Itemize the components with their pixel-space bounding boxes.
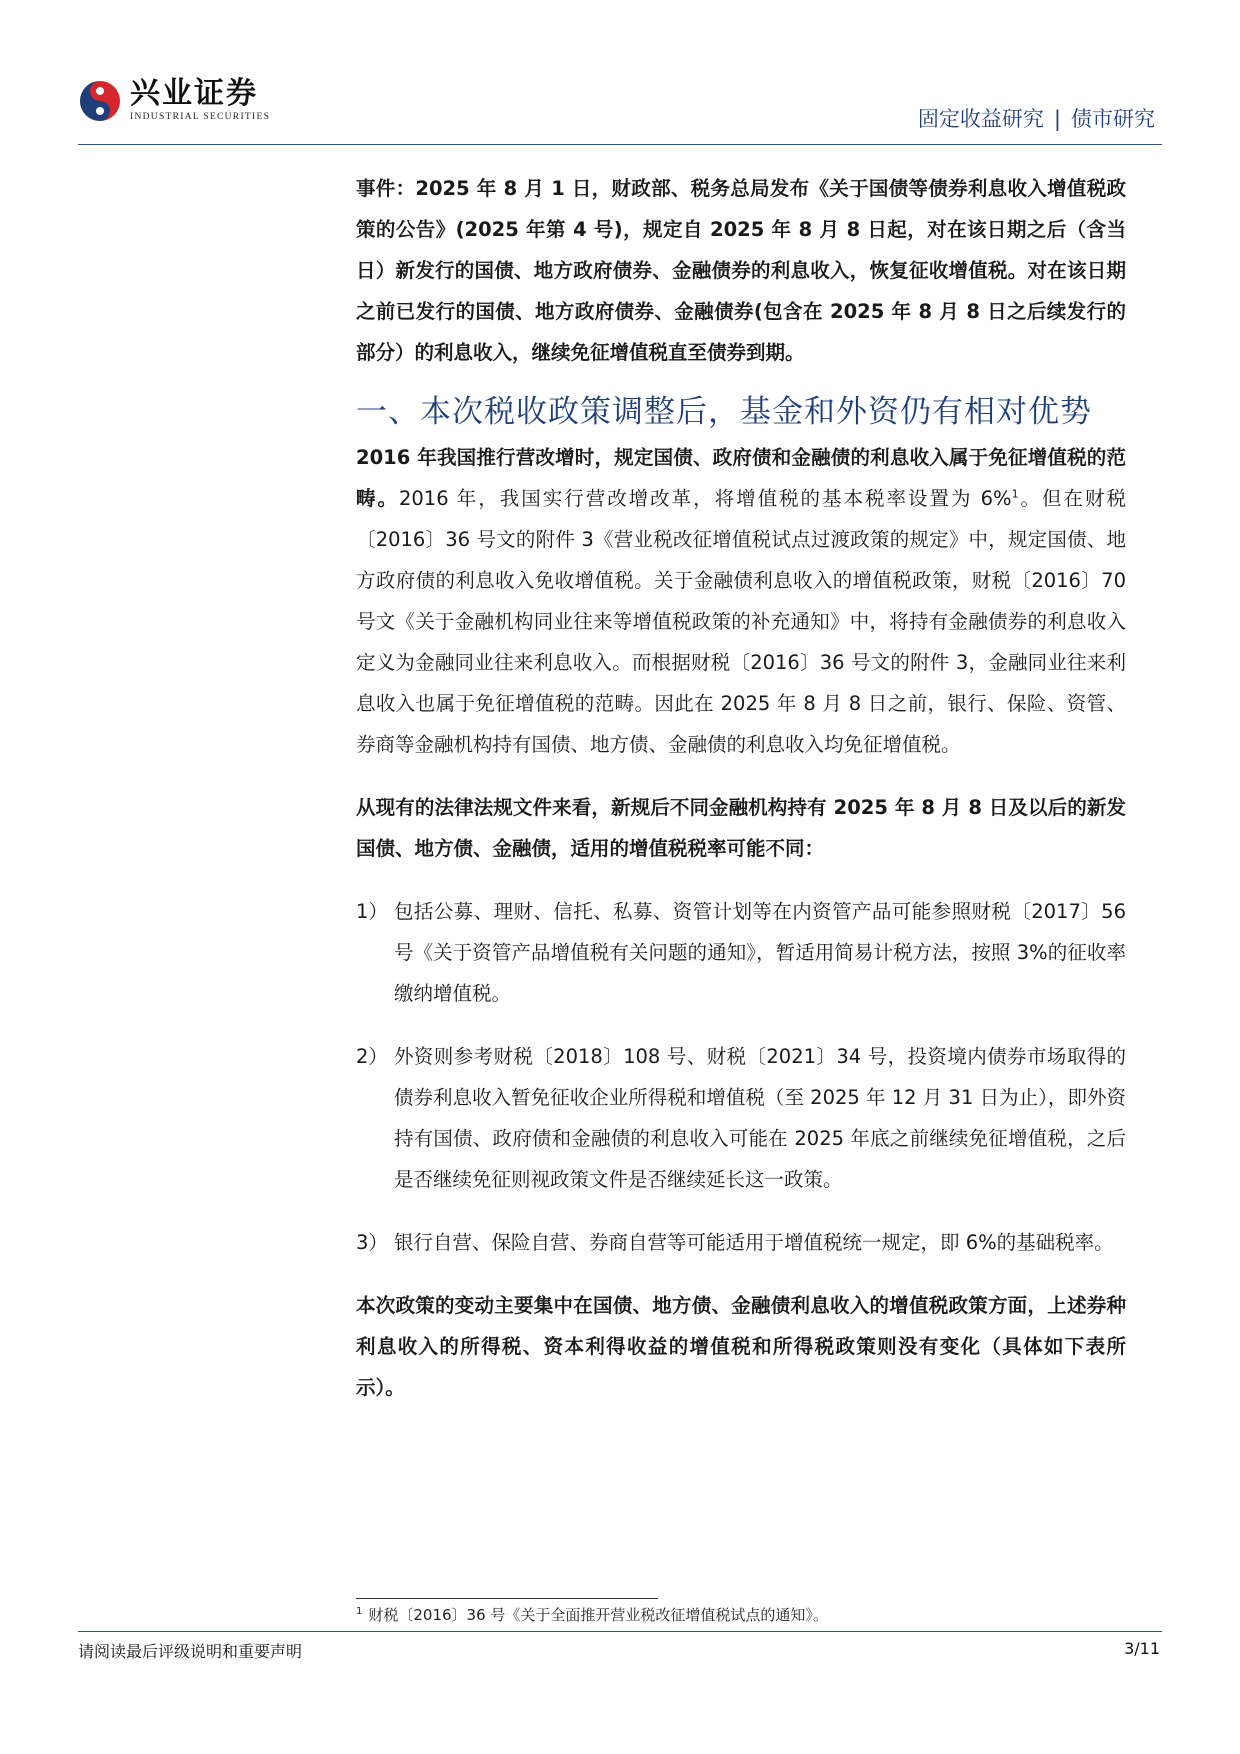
footnote <box>356 1604 828 1625</box>
paragraph-policy-summary: 本次政策的变动主要集中在国债、地方债、金融债利息收入的增值税政策方面，上述券种利息收入的所得税、资本利得收益的增值税和所得税政策则没有变化（具体如下表所示）。 <box>356 1294 1126 1399</box>
list-item-number: 1） <box>356 900 388 923</box>
event-paragraph: 事件：2025 年 8 月 1 日，财政部、税务总局发布《关于国债等债券利息收入增值税政策的公告》(2025 年第 4 号)，规定自 2025 年 8 月 8 日起，对在该日期之后（含当日）新发行的国债、地方政府债券、金融债券的利息收入，恢复征收增值税。对在该日期之前已发行的国债、地方政府债券、金融债券(包含在 2025 年 8 月 8 日之后续发行的部分）的利息收入，继续免征增值税直至债券到期。 <box>356 177 1126 364</box>
logo-chinese-name: 兴业证券 <box>130 76 258 111</box>
list-item-number: 2） <box>356 1045 388 1068</box>
report-section: 固定收益研究 <box>917 107 1044 131</box>
paragraph-vat-history <box>356 437 1126 765</box>
paragraph-body-b: 。但在财税〔2016〕36 号文的附件 3《营业税改征增值税试点过渡政策的规定》中，规定国债、地方政府债的利息收入免收增值税。关于金融债利息收入的增值税政策，财税〔2016〕70 号文《关于金融机构同业往来等增值税政策的补充通知》中，将持有金融债券的利息收入定义为金融同业往来利息收入。而根据财税〔2016〕36 号文的附件 3，金融同业往来利息收入也属于免征增值税的范畴。因此在 2025 年 8 月 8 日之前，银行、保险、资管、券商等金融机构持有国债、地方债、金融债的利息收入均免征增值税。 <box>356 487 1126 756</box>
company-logo <box>78 78 270 123</box>
paragraph-lead: 2016 年我国推行营改增时，规定国债、政府债和金融债的利息收入属于免征增值税的范畴。 <box>356 446 1126 510</box>
report-subsection: 债市研究 <box>1071 107 1155 131</box>
list-item-text: 银行自营、保险自营、券商自营等可能适用于增值税统一规定，即 6%的基础税率。 <box>394 1231 1114 1254</box>
logo-english-name: INDUSTRIAL SECURITIES <box>130 112 271 122</box>
paragraph-new-rules: 从现有的法律法规文件来看，新规后不同金融机构持有 2025 年 8 月 8 日及以后的新发国债、地方债、金融债，适用的增值税税率可能不同： <box>356 796 1126 860</box>
list-item <box>356 1036 1126 1200</box>
main-content <box>356 168 1126 1408</box>
category-separator: | <box>1053 107 1061 131</box>
report-category <box>918 103 1155 133</box>
header-divider <box>78 144 1162 145</box>
list-item <box>356 891 1126 1014</box>
footnote-text: 财税〔2016〕36 号《关于全面推开营业税改征增值税试点的通知》。 <box>368 1606 828 1624</box>
list-item-number: 3） <box>356 1231 388 1254</box>
footnote-ref: 1 <box>1011 487 1019 501</box>
list-item-text: 包括公募、理财、信托、私募、资管计划等在内资管产品可能参照财税〔2017〕56 号《关于资管产品增值税有关问题的通知》，暂适用简易计税方法，按照 3%的征收率缴纳增值税。 <box>394 900 1126 1005</box>
list-item <box>356 1222 1126 1263</box>
page-number: 3/11 <box>1124 1639 1160 1658</box>
footnote-mark: 1 <box>356 1606 363 1617</box>
list-item-text: 外资则参考财税〔2018〕108 号、财税〔2021〕34 号，投资境内债券市场取得的债券利息收入暂免征收企业所得税和增值税（至 2025 年 12 月 31 日为止），即外资持有国债、政府债和金融债的利息收入可能在 2025 年底之前继续免征增值税，之后是否继续免征则视政策文件是否继续延长这一政策。 <box>394 1045 1126 1191</box>
paragraph-body-a: 2016 年，我国实行营改增改革，将增值税的基本税率设置为 6% <box>398 487 1012 510</box>
footer-disclaimer: 请阅读最后评级说明和重要声明 <box>78 1642 303 1661</box>
company-logo-icon <box>78 79 122 123</box>
footer-divider <box>78 1631 1162 1632</box>
page-header <box>0 0 1240 150</box>
section-heading: 一、本次税收政策调整后，基金和外资仍有相对优势 <box>356 394 1092 430</box>
footnote-divider <box>356 1598 658 1599</box>
